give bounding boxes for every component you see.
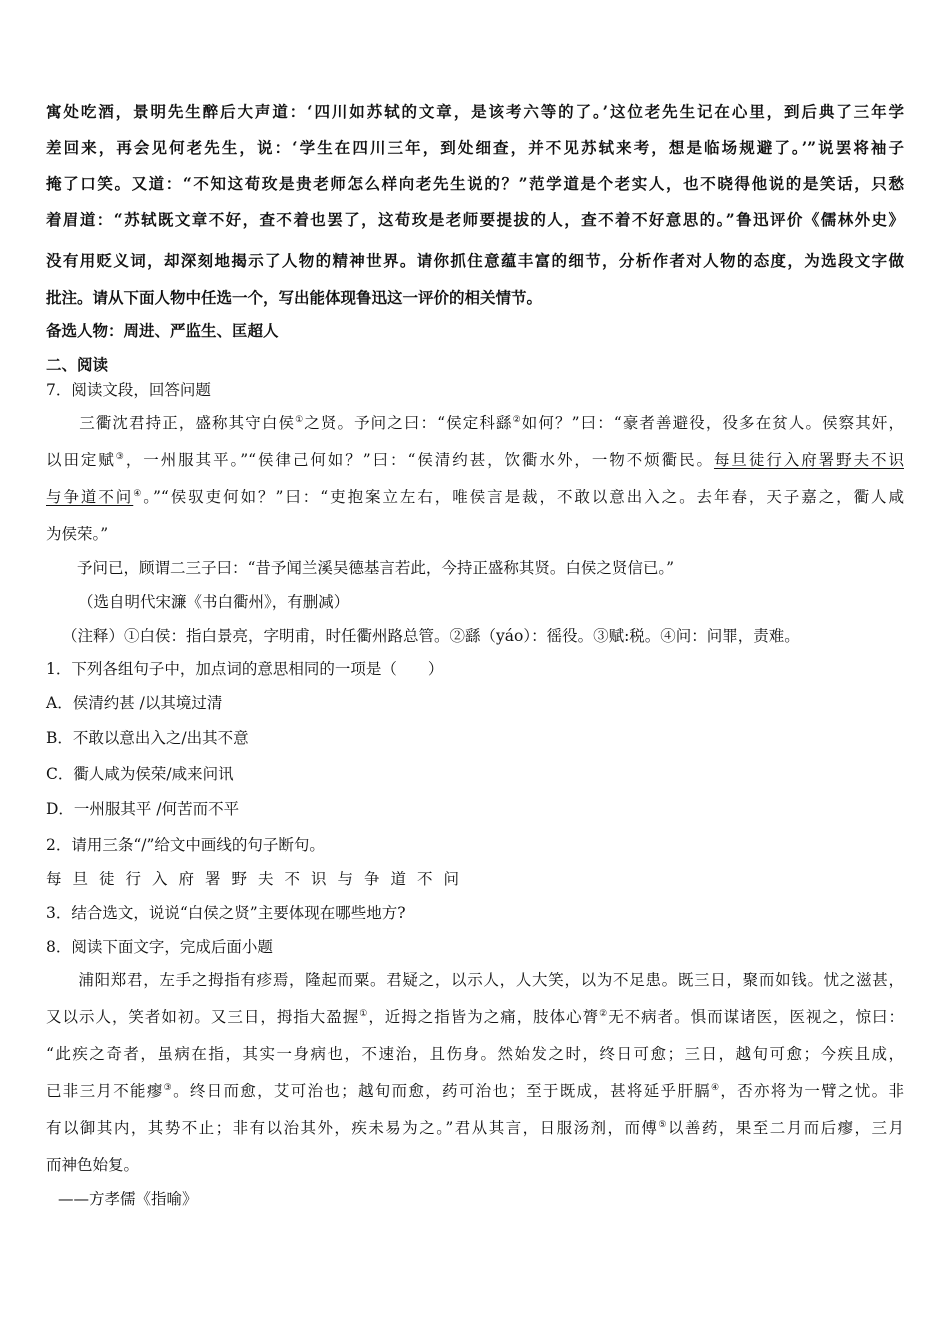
intro-line-2: 差回来，再会见何老先生，说：‘学生在四川三年，到处细查，并不见苏轼来考，想是临场规避了。’”说罢将袖子 bbox=[46, 138, 904, 157]
q7-passage-line-2: 以田定赋③，一州服其平。”“侯律己何如？”曰：“侯清约甚，饮衢水外，一物不烦衢民。每旦徒行入府署野夫不识 bbox=[46, 451, 904, 469]
intro-line-5: 没有用贬义词，却深刻地揭示了人物的精神世界。请你抓住意蕴丰富的细节，分析作者对人物的态度，为选段文字做 bbox=[46, 251, 904, 270]
underlined-sentence-part-1: 每旦徒行入府署野夫不识 bbox=[713, 451, 904, 469]
intro-line-6: 批注。请从下面人物中任选一个，写出能体现鲁迅这一评价的相关情节。 bbox=[46, 288, 543, 307]
q7-sub3: 3．结合选文，说说“白侯之贤”主要体现在哪些地方? bbox=[46, 904, 406, 922]
underlined-sentence-part-2: 与争道不问 bbox=[46, 488, 134, 506]
q8-author: ——方孝儒《指喻》 bbox=[58, 1190, 198, 1208]
option-d: D．一州服其平 /何苦而不平 bbox=[46, 800, 240, 818]
candidate-characters: 备选人物：周进、严监生、匡超人 bbox=[46, 321, 279, 340]
q7-title: 7．阅读文段，回答问题 bbox=[46, 381, 211, 399]
q8-passage-line-4: 已非三月不能瘳③。终日而愈，艾可治也；越旬而愈，药可治也；至于既成，甚将延乎肝膈④，否亦将为一臂之忧。非 bbox=[46, 1082, 904, 1100]
q8-passage-line-6: 而神色始复。 bbox=[46, 1156, 140, 1174]
q8-passage-line-3: “此疾之奇者，虽病在指，其实一身病也，不速治，且伤身。然始发之时，终日可愈；三日，越旬可愈；今疾且成， bbox=[46, 1045, 904, 1063]
q8-title: 8．阅读下面文字，完成后面小题 bbox=[46, 938, 273, 956]
option-a: A．侯清约甚 /以其境过清 bbox=[46, 694, 223, 712]
section-title: 二、阅读 bbox=[46, 355, 109, 374]
option-c: C．衢人咸为侯荣/咸来问讯 bbox=[46, 765, 234, 783]
q7-passage-line-3: 与争道不问④。”“侯驭吏何如？”曰：“吏抱案立左右，唯侯言是裁，不敢以意出入之。去年春，天子嘉之，衢人咸 bbox=[46, 488, 904, 506]
q8-passage-line-5: 有以御其内，其势不止；非有以治其外，疾未易为之。”君从其言，日服汤剂，而傅⑤以善药，果至二月而后瘳，三月 bbox=[46, 1119, 904, 1137]
q7-passage-line-4: 为侯荣。” bbox=[46, 525, 109, 543]
intro-line-1: 寓处吃酒，景明先生醉后大声道：‘四川如苏轼的文章，是该考六等的了。’这位老先生记在心里，到后典了三年学 bbox=[46, 102, 904, 121]
q8-passage-line-1: 浦阳郑君，左手之拇指有疹焉，隆起而粟。君疑之，以示人，人大笑，以为不足患。既三日，聚而如钱。忧之滋甚， bbox=[46, 971, 904, 989]
q7-sub2: 2．请用三条“/”给文中画线的句子断句。 bbox=[46, 836, 325, 854]
intro-line-3: 掩了口笑。又道：“不知这荀玫是贵老师怎么样向老先生说的？”范学道是个老实人，也不晓得他说的是笑话，只愁 bbox=[46, 174, 904, 193]
q7-sub2-sentence: 每旦徒行入府署野夫不识与争道不问 bbox=[46, 870, 471, 888]
q7-sub1: 1．下列各组句子中，加点词的意思相同的一项是（ ） bbox=[46, 660, 444, 678]
q7-passage-paragraph-2: 予问已，顾谓二三子曰：“昔予闻兰溪吴德基言若此，今持正盛称其贤。白侯之贤信已。” bbox=[46, 559, 675, 577]
q7-notes: （注释）①白侯：指白景亮，字明甫，时任衢州路总管。②繇（yáo）：徭役。③赋:税。④问：问罪，责难。 bbox=[62, 627, 800, 645]
option-b: B．不敢以意出入之/出其不意 bbox=[46, 729, 249, 747]
q7-passage-line-1: 三衢沈君持正，盛称其守白侯①之贤。予问之曰：“侯定科繇②如何？”曰：“豪者善避役，役多在贫人。侯察其奸， bbox=[46, 414, 905, 432]
q7-source: （选自明代宋濂《书白衢州》，有删减） bbox=[78, 593, 350, 611]
q8-passage-line-2: 又以示人，笑者如初。又三日，拇指大盈握①，近拇之指皆为之痛，肢体心膂②无不病者。惧而谋诸医，医视之，惊曰： bbox=[46, 1008, 904, 1026]
intro-line-4: 着眉道：“苏轼既文章不好，查不着也罢了，这荀玫是老师要提拔的人，查不着不好意思的。”鲁迅评价《儒林外史》 bbox=[46, 210, 904, 229]
